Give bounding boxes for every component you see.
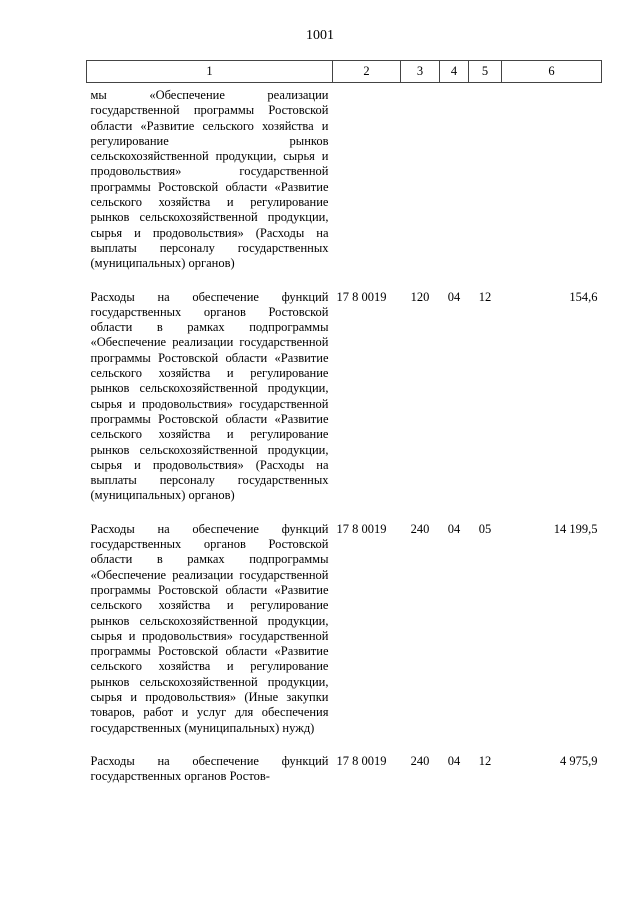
row-expense-type: 120 — [410, 289, 430, 304]
row-target-code: 17 8 0019 — [336, 521, 387, 536]
budget-table — [86, 60, 602, 798]
row-amount: 14 199,5 — [553, 521, 598, 536]
table-header-row — [87, 61, 602, 83]
table-row — [87, 750, 602, 799]
row-subsection — [469, 83, 502, 286]
table-row — [87, 518, 602, 750]
row-description: мы «Обеспечение реализации государственной программы Ростовской области «Развитие сельского хозяйства и регулирование рынков сельскохозяйственной продукции, сырья и продовольствия» государственной программы Ростовской области «Развитие сельского хозяйства и регулирование рынков сельскохозяйственной продукции, сырья и продовольствия» (Расходы на выплаты персоналу государственных (муниципальных) органов) — [90, 88, 329, 271]
column-header-2: 2 — [333, 61, 401, 83]
row-subsection: 12 — [478, 289, 492, 304]
row-section: 04 — [447, 289, 461, 304]
column-header-4: 4 — [440, 61, 469, 83]
row-target-code — [333, 83, 401, 286]
table-row — [87, 286, 602, 518]
row-subsection: 05 — [478, 521, 492, 536]
row-section: 04 — [447, 521, 461, 536]
row-amount: 4 975,9 — [560, 753, 598, 768]
row-description: Расходы на обеспечение функций государственных органов Ростов- — [90, 753, 329, 784]
row-target-code: 17 8 0019 — [336, 289, 387, 304]
row-section: 04 — [447, 753, 461, 768]
row-section — [440, 83, 469, 286]
row-description: Расходы на обеспечение функций государственных органов Ростовской области в рамках подпрограммы «Обеспечение реализации государственной программы Ростовской области «Развитие сельского хозяйства и регулирование рынков сельскохозяйственной продукции, сырья и продовольствия» государственной программы Ростовской области «Развитие сельского хозяйства и регулирование рынков сельскохозяйственной продукции, сырья и продовольствия» (Иные закупки товаров, работ и услуг для обеспечения государственных (муниципальных) нужд) — [90, 521, 329, 735]
row-target-code: 17 8 0019 — [336, 753, 387, 768]
row-description: Расходы на обеспечение функций государственных органов Ростовской области в рамках подпрограммы «Обеспечение реализации государственной программы Ростовской области «Развитие сельского хозяйства и регулирование рынков сельскохозяйственной продукции, сырья и продовольствия» государственной программы Ростовской области «Развитие сельского хозяйства и регулирование рынков сельскохозяйственной продукции, сырья и продовольствия» (Расходы на выплаты персоналу государственных (муниципальных) органов) — [90, 289, 329, 503]
row-expense-type — [401, 83, 440, 286]
column-header-3: 3 — [401, 61, 440, 83]
column-header-5: 5 — [469, 61, 502, 83]
table-row — [87, 83, 602, 286]
row-expense-type: 240 — [410, 521, 430, 536]
row-amount: 154,6 — [569, 289, 598, 304]
row-expense-type: 240 — [410, 753, 430, 768]
row-amount — [502, 83, 602, 286]
column-header-6: 6 — [502, 61, 602, 83]
row-subsection: 12 — [478, 753, 492, 768]
page-number: 1001 — [306, 28, 334, 43]
column-header-1: 1 — [87, 61, 333, 83]
